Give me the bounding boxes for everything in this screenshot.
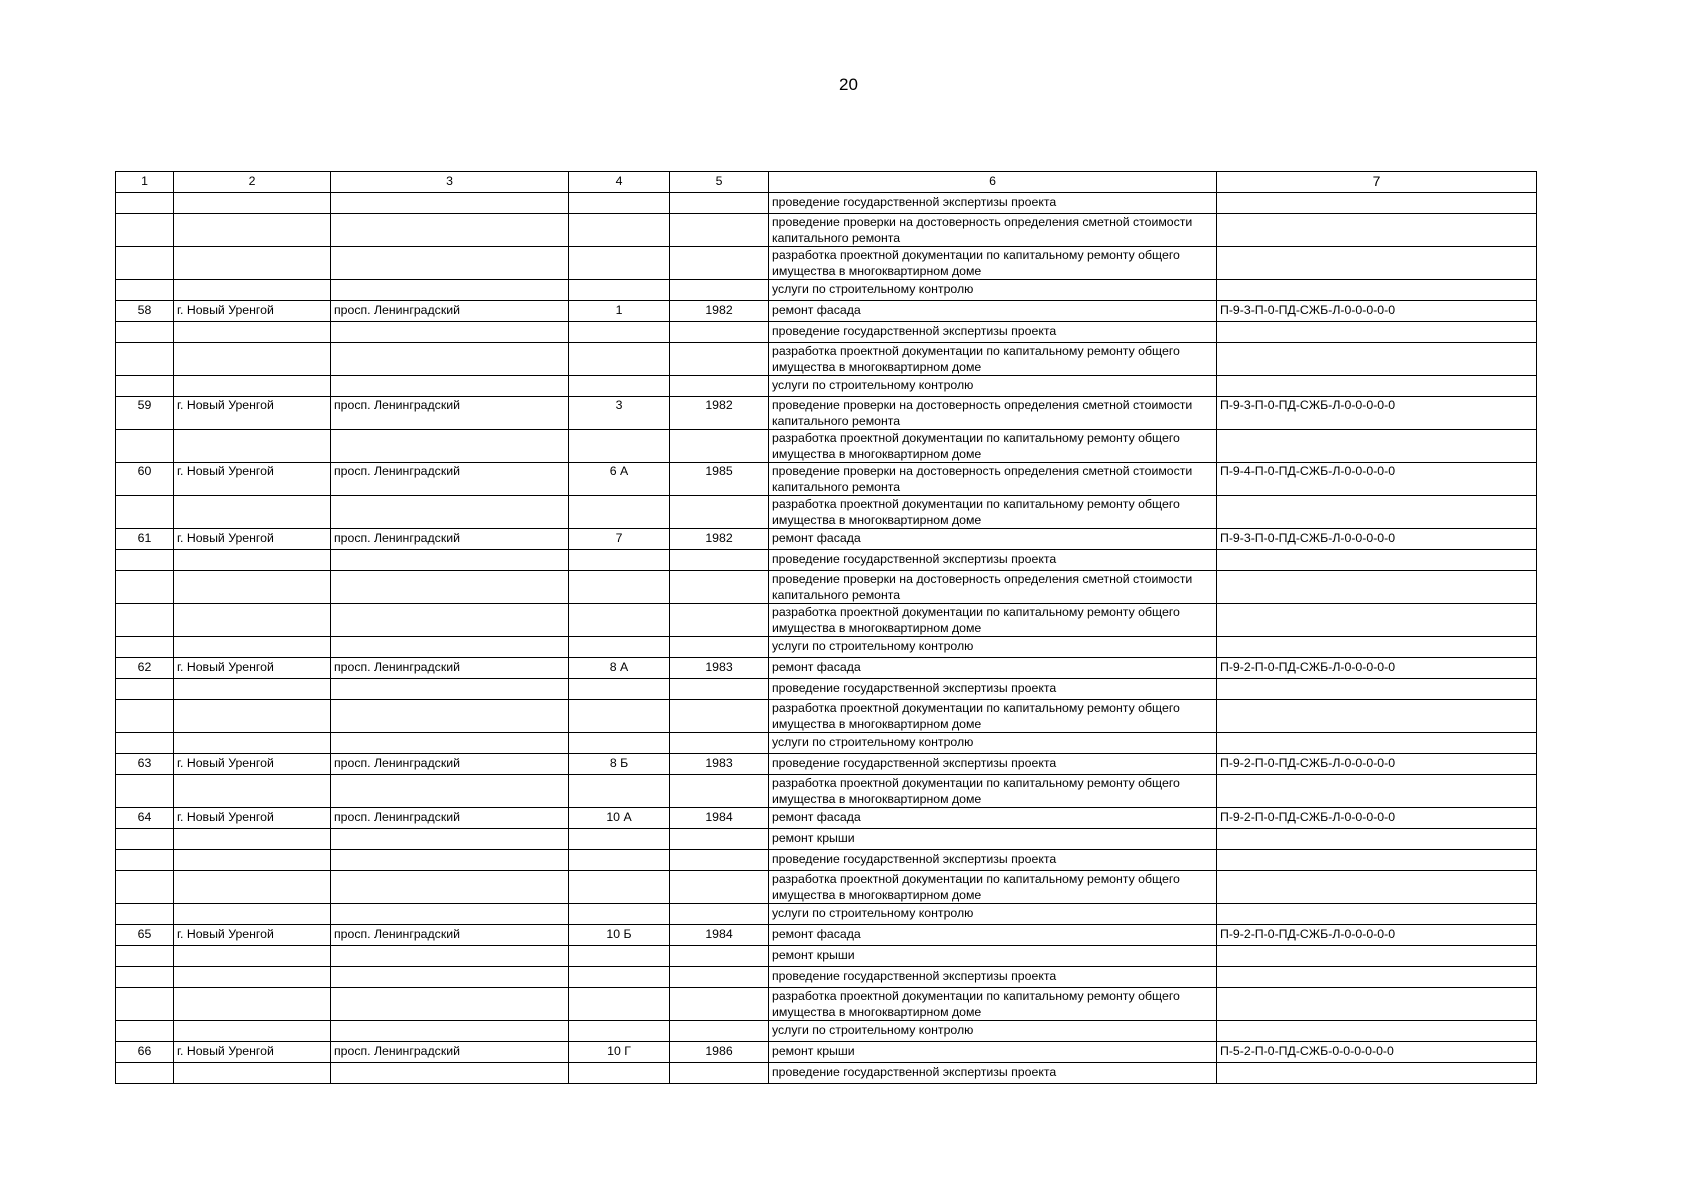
street-cell <box>331 733 569 754</box>
city-cell: г. Новый Уренгой <box>174 658 331 679</box>
house-number-cell <box>569 988 670 1021</box>
building-code-cell <box>1217 829 1537 850</box>
work-type-cell: ремонт крыши <box>769 1042 1217 1063</box>
building-code-cell <box>1217 1063 1537 1084</box>
street-cell <box>331 571 569 604</box>
table-row <box>116 550 1537 571</box>
row-number-cell <box>116 322 174 343</box>
work-type-cell: проведение государственной экспертизы проекта <box>769 550 1217 571</box>
building-code-cell <box>1217 343 1537 376</box>
street-cell: просп. Ленинградский <box>331 754 569 775</box>
row-number-cell: 61 <box>116 529 174 550</box>
city-cell: г. Новый Уренгой <box>174 397 331 430</box>
work-type-cell: ремонт фасада <box>769 529 1217 550</box>
year-built-cell <box>670 550 769 571</box>
city-cell: г. Новый Уренгой <box>174 754 331 775</box>
city-cell <box>174 946 331 967</box>
street-cell: просп. Ленинградский <box>331 301 569 322</box>
table-row <box>116 967 1537 988</box>
house-number-cell <box>569 550 670 571</box>
year-built-cell: 1982 <box>670 301 769 322</box>
table-row <box>116 733 1537 754</box>
table-row <box>116 496 1537 529</box>
street-cell: просп. Ленинградский <box>331 529 569 550</box>
street-cell: просп. Ленинградский <box>331 925 569 946</box>
house-number-cell: 10 Б <box>569 925 670 946</box>
year-built-cell <box>670 700 769 733</box>
work-type-cell: разработка проектной документации по капитальному ремонту общего имущества в многоквартирном доме <box>769 247 1217 280</box>
street-cell <box>331 946 569 967</box>
city-cell <box>174 430 331 463</box>
building-code-cell <box>1217 700 1537 733</box>
house-number-cell <box>569 637 670 658</box>
work-type-cell: услуги по строительному контролю <box>769 904 1217 925</box>
city-cell <box>174 247 331 280</box>
year-built-cell: 1983 <box>670 658 769 679</box>
house-number-cell <box>569 775 670 808</box>
work-type-cell: услуги по строительному контролю <box>769 1021 1217 1042</box>
house-number-cell <box>569 430 670 463</box>
house-number-cell <box>569 604 670 637</box>
year-built-cell <box>670 571 769 604</box>
table-row <box>116 829 1537 850</box>
city-cell <box>174 496 331 529</box>
capital-repair-table <box>115 171 1537 1084</box>
work-type-cell: проведение государственной экспертизы проекта <box>769 679 1217 700</box>
work-type-cell: разработка проектной документации по капитальному ремонту общего имущества в многоквартирном доме <box>769 343 1217 376</box>
year-built-cell <box>670 946 769 967</box>
year-built-cell <box>670 775 769 808</box>
building-code-cell <box>1217 376 1537 397</box>
work-type-cell: разработка проектной документации по капитальному ремонту общего имущества в многоквартирном доме <box>769 871 1217 904</box>
year-built-cell <box>670 214 769 247</box>
work-type-cell: проведение проверки на достоверность определения сметной стоимости капитального ремонта <box>769 463 1217 496</box>
house-number-cell: 6 А <box>569 463 670 496</box>
work-type-cell: проведение проверки на достоверность определения сметной стоимости капитального ремонта <box>769 571 1217 604</box>
city-cell <box>174 679 331 700</box>
header-col-2: 2 <box>174 172 331 193</box>
row-number-cell <box>116 988 174 1021</box>
work-type-cell: ремонт крыши <box>769 829 1217 850</box>
work-type-cell: проведение государственной экспертизы проекта <box>769 850 1217 871</box>
city-cell <box>174 343 331 376</box>
work-type-cell: проведение государственной экспертизы проекта <box>769 967 1217 988</box>
city-cell <box>174 604 331 637</box>
row-number-cell: 59 <box>116 397 174 430</box>
house-number-cell: 10 Г <box>569 1042 670 1063</box>
row-number-cell <box>116 733 174 754</box>
row-number-cell <box>116 550 174 571</box>
table-row <box>116 571 1537 604</box>
year-built-cell <box>670 829 769 850</box>
row-number-cell <box>116 829 174 850</box>
table-row <box>116 463 1537 496</box>
house-number-cell <box>569 733 670 754</box>
house-number-cell <box>569 700 670 733</box>
table-row <box>116 679 1537 700</box>
work-type-cell: разработка проектной документации по капитальному ремонту общего имущества в многоквартирном доме <box>769 775 1217 808</box>
city-cell <box>174 322 331 343</box>
year-built-cell <box>670 904 769 925</box>
table-row <box>116 871 1537 904</box>
building-code-cell: П-5-2-П-0-ПД-СЖБ-0-0-0-0-0-0 <box>1217 1042 1537 1063</box>
building-code-cell <box>1217 571 1537 604</box>
table-row <box>116 1063 1537 1084</box>
building-code-cell <box>1217 193 1537 214</box>
row-number-cell <box>116 700 174 733</box>
year-built-cell <box>670 988 769 1021</box>
row-number-cell <box>116 193 174 214</box>
street-cell <box>331 829 569 850</box>
work-type-cell: разработка проектной документации по капитальному ремонту общего имущества в многоквартирном доме <box>769 496 1217 529</box>
building-code-cell <box>1217 550 1537 571</box>
row-number-cell <box>116 496 174 529</box>
city-cell <box>174 988 331 1021</box>
city-cell <box>174 376 331 397</box>
city-cell <box>174 550 331 571</box>
house-number-cell <box>569 343 670 376</box>
header-col-3: 3 <box>331 172 569 193</box>
city-cell <box>174 1063 331 1084</box>
building-code-cell <box>1217 946 1537 967</box>
building-code-cell <box>1217 637 1537 658</box>
table-row <box>116 604 1537 637</box>
building-code-cell <box>1217 322 1537 343</box>
building-code-cell: П-9-2-П-0-ПД-СЖБ-Л-0-0-0-0-0 <box>1217 658 1537 679</box>
year-built-cell <box>670 496 769 529</box>
street-cell <box>331 679 569 700</box>
building-code-cell <box>1217 967 1537 988</box>
year-built-cell <box>670 733 769 754</box>
street-cell: просп. Ленинградский <box>331 397 569 430</box>
city-cell <box>174 871 331 904</box>
row-number-cell <box>116 376 174 397</box>
header-col-6: 6 <box>769 172 1217 193</box>
city-cell <box>174 967 331 988</box>
work-type-cell: услуги по строительному контролю <box>769 733 1217 754</box>
header-col-1: 1 <box>116 172 174 193</box>
street-cell <box>331 343 569 376</box>
city-cell <box>174 193 331 214</box>
city-cell <box>174 214 331 247</box>
work-type-cell: проведение государственной экспертизы проекта <box>769 754 1217 775</box>
year-built-cell: 1984 <box>670 808 769 829</box>
house-number-cell: 7 <box>569 529 670 550</box>
house-number-cell <box>569 967 670 988</box>
building-code-cell <box>1217 775 1537 808</box>
year-built-cell <box>670 637 769 658</box>
building-code-cell <box>1217 214 1537 247</box>
city-cell: г. Новый Уренгой <box>174 301 331 322</box>
table-row <box>116 214 1537 247</box>
street-cell <box>331 604 569 637</box>
city-cell: г. Новый Уренгой <box>174 925 331 946</box>
table-row <box>116 1042 1537 1063</box>
work-type-cell: ремонт фасада <box>769 925 1217 946</box>
row-number-cell <box>116 904 174 925</box>
year-built-cell: 1986 <box>670 1042 769 1063</box>
table-header <box>116 172 1537 193</box>
table-row <box>116 343 1537 376</box>
year-built-cell <box>670 967 769 988</box>
year-built-cell <box>670 850 769 871</box>
house-number-cell <box>569 193 670 214</box>
row-number-cell <box>116 850 174 871</box>
house-number-cell <box>569 1021 670 1042</box>
building-code-cell: П-9-2-П-0-ПД-СЖБ-Л-0-0-0-0-0 <box>1217 754 1537 775</box>
work-type-cell: разработка проектной документации по капитальному ремонту общего имущества в многоквартирном доме <box>769 988 1217 1021</box>
year-built-cell <box>670 193 769 214</box>
row-number-cell: 58 <box>116 301 174 322</box>
year-built-cell <box>670 322 769 343</box>
house-number-cell <box>569 280 670 301</box>
house-number-cell <box>569 871 670 904</box>
table-row <box>116 946 1537 967</box>
row-number-cell: 66 <box>116 1042 174 1063</box>
row-number-cell <box>116 637 174 658</box>
street-cell <box>331 280 569 301</box>
header-col-7: 7 <box>1217 172 1537 193</box>
street-cell <box>331 1063 569 1084</box>
row-number-cell: 65 <box>116 925 174 946</box>
building-code-cell <box>1217 850 1537 871</box>
work-type-cell: проведение государственной экспертизы проекта <box>769 1063 1217 1084</box>
street-cell: просп. Ленинградский <box>331 1042 569 1063</box>
table-row <box>116 637 1537 658</box>
building-code-cell <box>1217 1021 1537 1042</box>
work-type-cell: разработка проектной документации по капитальному ремонту общего имущества в многоквартирном доме <box>769 430 1217 463</box>
building-code-cell <box>1217 430 1537 463</box>
house-number-cell <box>569 679 670 700</box>
row-number-cell <box>116 679 174 700</box>
year-built-cell <box>670 1063 769 1084</box>
house-number-cell <box>569 496 670 529</box>
row-number-cell <box>116 775 174 808</box>
work-type-cell: проведение государственной экспертизы проекта <box>769 193 1217 214</box>
table-row <box>116 430 1537 463</box>
building-code-cell <box>1217 904 1537 925</box>
street-cell <box>331 637 569 658</box>
house-number-cell <box>569 1063 670 1084</box>
building-code-cell: П-9-2-П-0-ПД-СЖБ-Л-0-0-0-0-0 <box>1217 808 1537 829</box>
street-cell <box>331 850 569 871</box>
building-code-cell <box>1217 247 1537 280</box>
building-code-cell <box>1217 871 1537 904</box>
year-built-cell <box>670 280 769 301</box>
house-number-cell: 1 <box>569 301 670 322</box>
street-cell <box>331 247 569 280</box>
table-row <box>116 658 1537 679</box>
header-col-5: 5 <box>670 172 769 193</box>
table-row <box>116 193 1537 214</box>
street-cell <box>331 988 569 1021</box>
street-cell <box>331 1021 569 1042</box>
work-type-cell: разработка проектной документации по капитальному ремонту общего имущества в многоквартирном доме <box>769 604 1217 637</box>
street-cell <box>331 700 569 733</box>
table-row <box>116 850 1537 871</box>
row-number-cell <box>116 214 174 247</box>
table-body <box>116 193 1537 1084</box>
row-number-cell <box>116 280 174 301</box>
building-code-cell: П-9-4-П-0-ПД-СЖБ-Л-0-0-0-0-0 <box>1217 463 1537 496</box>
building-code-cell: П-9-2-П-0-ПД-СЖБ-Л-0-0-0-0-0 <box>1217 925 1537 946</box>
house-number-cell: 8 А <box>569 658 670 679</box>
work-type-cell: проведение государственной экспертизы проекта <box>769 322 1217 343</box>
street-cell <box>331 430 569 463</box>
table-row <box>116 925 1537 946</box>
street-cell <box>331 904 569 925</box>
street-cell <box>331 967 569 988</box>
row-number-cell: 63 <box>116 754 174 775</box>
city-cell <box>174 280 331 301</box>
building-code-cell <box>1217 733 1537 754</box>
work-type-cell: услуги по строительному контролю <box>769 376 1217 397</box>
city-cell: г. Новый Уренгой <box>174 1042 331 1063</box>
house-number-cell <box>569 247 670 280</box>
work-type-cell: услуги по строительному контролю <box>769 280 1217 301</box>
row-number-cell <box>116 604 174 637</box>
row-number-cell <box>116 1063 174 1084</box>
table-row <box>116 988 1537 1021</box>
city-cell <box>174 571 331 604</box>
table-row <box>116 322 1537 343</box>
building-code-cell: П-9-3-П-0-ПД-СЖБ-Л-0-0-0-0-0 <box>1217 397 1537 430</box>
building-code-cell <box>1217 604 1537 637</box>
work-type-cell: проведение проверки на достоверность определения сметной стоимости капитального ремонта <box>769 214 1217 247</box>
table-row <box>116 280 1537 301</box>
city-cell <box>174 850 331 871</box>
building-code-cell <box>1217 280 1537 301</box>
city-cell <box>174 1021 331 1042</box>
row-number-cell <box>116 430 174 463</box>
table-row <box>116 397 1537 430</box>
city-cell <box>174 775 331 808</box>
year-built-cell: 1982 <box>670 397 769 430</box>
building-code-cell: П-9-3-П-0-ПД-СЖБ-Л-0-0-0-0-0 <box>1217 301 1537 322</box>
house-number-cell <box>569 904 670 925</box>
building-code-cell: П-9-3-П-0-ПД-СЖБ-Л-0-0-0-0-0 <box>1217 529 1537 550</box>
house-number-cell <box>569 829 670 850</box>
street-cell: просп. Ленинградский <box>331 808 569 829</box>
year-built-cell <box>670 343 769 376</box>
house-number-cell: 3 <box>569 397 670 430</box>
year-built-cell <box>670 604 769 637</box>
row-number-cell <box>116 967 174 988</box>
table-row <box>116 1021 1537 1042</box>
table-row <box>116 376 1537 397</box>
house-number-cell: 8 Б <box>569 754 670 775</box>
year-built-cell <box>670 1021 769 1042</box>
city-cell: г. Новый Уренгой <box>174 808 331 829</box>
work-type-cell: ремонт крыши <box>769 946 1217 967</box>
house-number-cell <box>569 322 670 343</box>
year-built-cell: 1985 <box>670 463 769 496</box>
building-code-cell <box>1217 988 1537 1021</box>
street-cell <box>331 496 569 529</box>
work-type-cell: услуги по строительному контролю <box>769 637 1217 658</box>
street-cell <box>331 550 569 571</box>
row-number-cell: 64 <box>116 808 174 829</box>
row-number-cell <box>116 247 174 280</box>
year-built-cell <box>670 871 769 904</box>
work-type-cell: ремонт фасада <box>769 301 1217 322</box>
city-cell <box>174 904 331 925</box>
row-number-cell <box>116 1021 174 1042</box>
table-row <box>116 904 1537 925</box>
year-built-cell: 1984 <box>670 925 769 946</box>
year-built-cell: 1983 <box>670 754 769 775</box>
street-cell <box>331 322 569 343</box>
year-built-cell: 1982 <box>670 529 769 550</box>
year-built-cell <box>670 679 769 700</box>
table-row <box>116 529 1537 550</box>
table-row <box>116 700 1537 733</box>
city-cell <box>174 733 331 754</box>
city-cell: г. Новый Уренгой <box>174 463 331 496</box>
city-cell <box>174 700 331 733</box>
header-row <box>116 172 1537 193</box>
table-row <box>116 754 1537 775</box>
table-row <box>116 775 1537 808</box>
table-row <box>116 808 1537 829</box>
street-cell <box>331 775 569 808</box>
table-row <box>116 301 1537 322</box>
row-number-cell <box>116 343 174 376</box>
house-number-cell <box>569 376 670 397</box>
house-number-cell <box>569 850 670 871</box>
street-cell: просп. Ленинградский <box>331 463 569 496</box>
street-cell <box>331 871 569 904</box>
house-number-cell: 10 А <box>569 808 670 829</box>
street-cell <box>331 193 569 214</box>
house-number-cell <box>569 946 670 967</box>
work-type-cell: разработка проектной документации по капитальному ремонту общего имущества в многоквартирном доме <box>769 700 1217 733</box>
city-cell <box>174 829 331 850</box>
city-cell: г. Новый Уренгой <box>174 529 331 550</box>
year-built-cell <box>670 247 769 280</box>
year-built-cell <box>670 376 769 397</box>
building-code-cell <box>1217 679 1537 700</box>
row-number-cell <box>116 571 174 604</box>
header-col-4: 4 <box>569 172 670 193</box>
street-cell <box>331 376 569 397</box>
street-cell <box>331 214 569 247</box>
work-type-cell: проведение проверки на достоверность определения сметной стоимости капитального ремонта <box>769 397 1217 430</box>
house-number-cell <box>569 214 670 247</box>
row-number-cell: 60 <box>116 463 174 496</box>
page-number: 20 <box>839 75 858 94</box>
street-cell: просп. Ленинградский <box>331 658 569 679</box>
row-number-cell: 62 <box>116 658 174 679</box>
table-row <box>116 247 1537 280</box>
city-cell <box>174 637 331 658</box>
work-type-cell: ремонт фасада <box>769 808 1217 829</box>
house-number-cell <box>569 571 670 604</box>
work-type-cell: ремонт фасада <box>769 658 1217 679</box>
row-number-cell <box>116 871 174 904</box>
year-built-cell <box>670 430 769 463</box>
building-code-cell <box>1217 496 1537 529</box>
row-number-cell <box>116 946 174 967</box>
